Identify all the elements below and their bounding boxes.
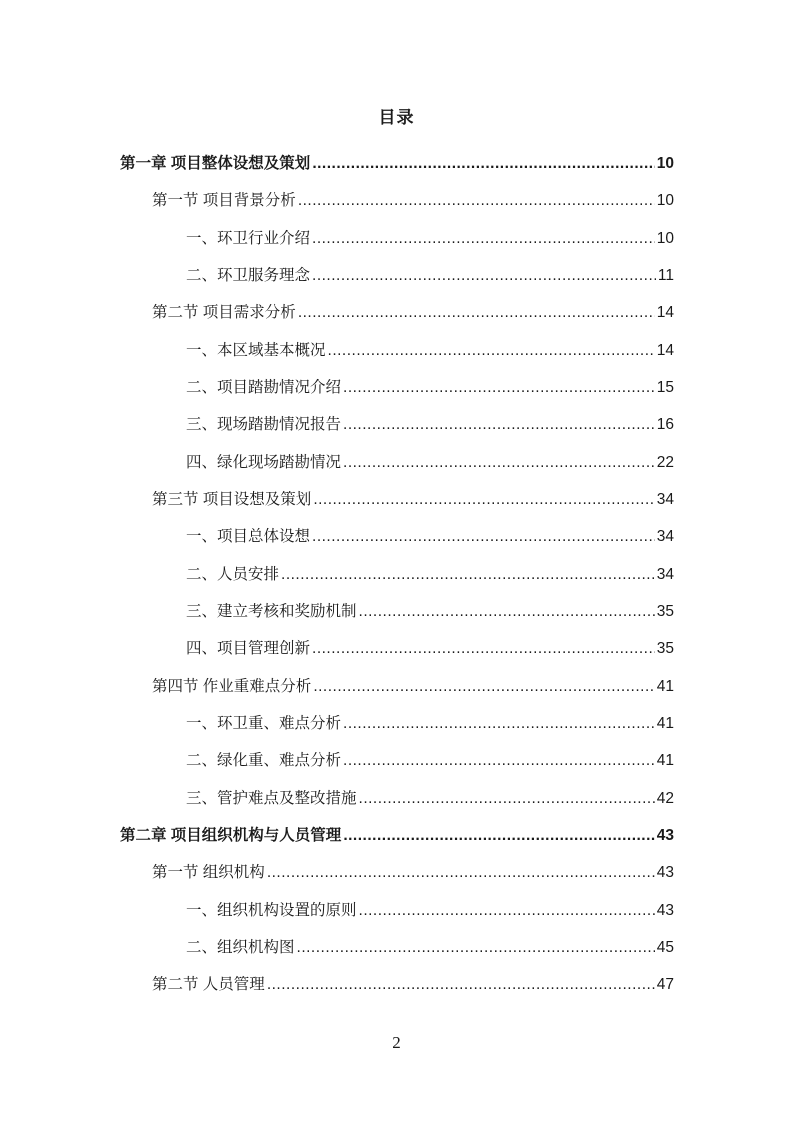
- toc-entry-label: 一、组织机构设置的原则: [186, 902, 357, 919]
- dot-leader: [312, 153, 654, 173]
- toc-entry-subsection[interactable]: [186, 520, 674, 546]
- toc-entry-label: 第二节 人员管理: [152, 976, 265, 993]
- toc-entry-label: 二、组织机构图: [186, 939, 295, 956]
- toc-entry-label: 三、管护难点及整改措施: [186, 790, 357, 807]
- toc-entry-section[interactable]: [152, 296, 674, 322]
- toc-entry-label: 三、现场踏勘情况报告: [186, 416, 342, 433]
- dot-leader: [312, 526, 655, 546]
- toc-entry-page: 34: [656, 491, 674, 508]
- toc-entry-subsection[interactable]: [186, 744, 674, 770]
- dot-leader: [312, 228, 655, 248]
- toc-entry-label: 第二章 项目组织机构与人员管理: [120, 827, 342, 844]
- page-number: 2: [392, 1033, 401, 1052]
- toc-entry-page: 43: [656, 902, 674, 919]
- dot-leader: [359, 788, 655, 808]
- toc-entry-subsection[interactable]: [186, 259, 674, 285]
- toc-entry-page: 43: [656, 864, 674, 881]
- dot-leader: [328, 340, 655, 360]
- toc-entry-section[interactable]: [152, 968, 674, 994]
- dot-leader: [343, 452, 655, 472]
- toc-entry-page: 35: [656, 603, 674, 620]
- toc-entry-page: 15: [656, 379, 674, 396]
- toc-entry-label: 二、人员安排: [186, 566, 280, 583]
- toc-entry-label: 第一章 项目整体设想及策划: [120, 155, 311, 172]
- dot-leader: [359, 601, 655, 621]
- toc-entry-label: 一、环卫行业介绍: [186, 230, 311, 247]
- toc-entry-page: 11: [657, 267, 674, 284]
- toc-entry-chapter[interactable]: [120, 819, 674, 845]
- toc-entry-subsection[interactable]: [186, 371, 674, 397]
- toc-entry-page: 16: [656, 416, 674, 433]
- dot-leader: [297, 937, 655, 957]
- toc-entry-subsection[interactable]: [186, 595, 674, 621]
- toc-entry-subsection[interactable]: [186, 558, 674, 584]
- toc-entry-page: 47: [656, 976, 674, 993]
- dot-leader: [343, 713, 655, 733]
- toc-entry-label: 四、项目管理创新: [186, 640, 311, 657]
- toc-entry-page: 45: [656, 939, 674, 956]
- dot-leader: [359, 900, 655, 920]
- dot-leader: [267, 974, 655, 994]
- dot-leader: [343, 414, 655, 434]
- toc-entry-page: 35: [656, 640, 674, 657]
- toc-entry-section[interactable]: [152, 670, 674, 696]
- toc-entry-page: 10: [656, 155, 674, 172]
- dot-leader: [298, 190, 655, 210]
- toc-entry-label: 第三节 项目设想及策划: [152, 491, 312, 508]
- toc-entry-subsection[interactable]: [186, 334, 674, 360]
- toc-entry-page: 10: [656, 192, 674, 209]
- toc-entry-subsection[interactable]: [186, 894, 674, 920]
- toc-title: 目录: [378, 108, 415, 127]
- toc-entry-label: 第一节 组织机构: [152, 864, 265, 881]
- toc-entry-subsection[interactable]: [186, 408, 674, 434]
- toc-entry-subsection[interactable]: [186, 222, 674, 248]
- toc-entry-page: 14: [656, 304, 674, 321]
- toc-entry-subsection[interactable]: [186, 707, 674, 733]
- dot-leader: [281, 564, 655, 584]
- toc-entry-label: 第二节 项目需求分析: [152, 304, 296, 321]
- dot-leader: [312, 638, 655, 658]
- toc-entry-chapter[interactable]: [120, 147, 674, 173]
- toc-entry-page: 41: [656, 715, 674, 732]
- toc-entry-subsection[interactable]: [186, 446, 674, 472]
- toc-entry-label: 四、绿化现场踏勘情况: [186, 454, 342, 471]
- dot-leader: [343, 825, 654, 845]
- toc-entry-label: 一、环卫重、难点分析: [186, 715, 342, 732]
- toc-entry-page: 42: [656, 790, 674, 807]
- toc-entry-page: 41: [656, 678, 674, 695]
- toc-entry-label: 第四节 作业重难点分析: [152, 678, 312, 695]
- toc-entry-label: 第一节 项目背景分析: [152, 192, 296, 209]
- toc-entry-section[interactable]: [152, 483, 674, 509]
- toc-entry-page: 34: [656, 528, 674, 545]
- dot-leader: [313, 489, 654, 509]
- toc-entry-page: 41: [656, 752, 674, 769]
- toc-entry-label: 二、环卫服务理念: [186, 267, 311, 284]
- dot-leader: [298, 302, 655, 322]
- dot-leader: [312, 265, 656, 285]
- dot-leader: [313, 676, 654, 696]
- toc-entry-page: 43: [656, 827, 674, 844]
- dot-leader: [343, 377, 655, 397]
- toc-entry-section[interactable]: [152, 184, 674, 210]
- toc-entry-subsection[interactable]: [186, 632, 674, 658]
- toc-entry-label: 一、本区域基本概况: [186, 342, 326, 359]
- toc-entry-label: 二、项目踏勘情况介绍: [186, 379, 342, 396]
- toc-entry-label: 二、绿化重、难点分析: [186, 752, 342, 769]
- toc-entry-subsection[interactable]: [186, 782, 674, 808]
- toc-entry-page: 10: [656, 230, 674, 247]
- dot-leader: [343, 750, 655, 770]
- toc-entry-page: 14: [656, 342, 674, 359]
- toc-entry-page: 22: [656, 454, 674, 471]
- toc-entry-page: 34: [656, 566, 674, 583]
- toc-entry-label: 一、项目总体设想: [186, 528, 311, 545]
- toc-entry-section[interactable]: [152, 856, 674, 882]
- toc-entry-label: 三、建立考核和奖励机制: [186, 603, 357, 620]
- toc-entry-subsection[interactable]: [186, 931, 674, 957]
- dot-leader: [267, 862, 655, 882]
